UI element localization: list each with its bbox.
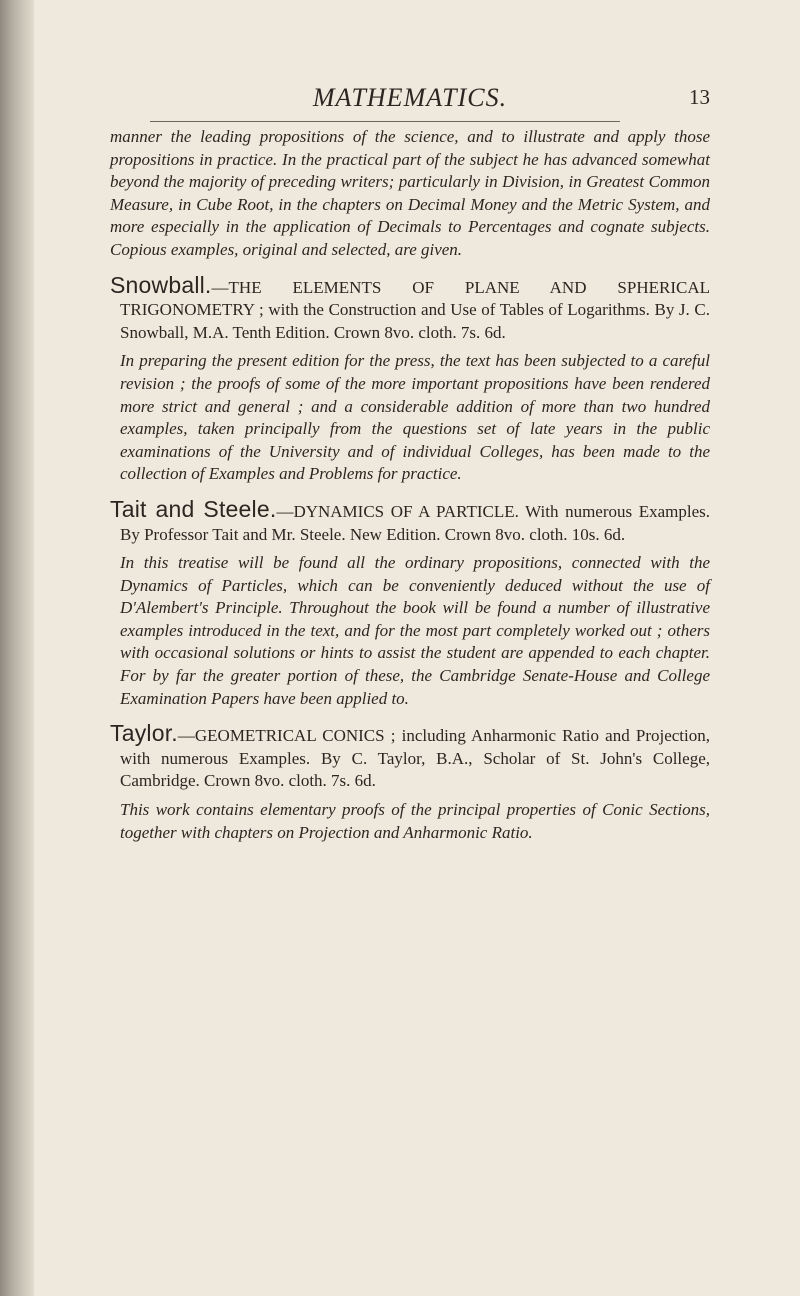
running-title: MATHEMATICS.	[312, 83, 508, 112]
entry-text	[110, 271, 710, 345]
book-page	[110, 0, 710, 1296]
entry-description: In preparing the present edition for the press, the text has been subjected to a careful revision ; the proofs of some of the more important propositions have been rendered more strict and general ; and a considerable addition of more than two hundred examples, taken principally from the questions set of late years in the public examinations of the University and of individual Colleges, has been made to the collection of Examples and Problems for practice.	[120, 351, 710, 484]
entry-author: Tait and Steele.	[110, 495, 277, 522]
catalog-entry-tait-steele	[110, 495, 710, 710]
intro-paragraph: manner the leading propositions of the science, and to illustrate and apply those propositions in practice. In the practical part of the subject he has advanced somewhat beyond the majority of preceding writers; particularly in Division, in Greatest Common Measure, in Cube Root, in the chapters on Decimal Money and the Metric System, and more especially in the application of Decimals to Percentages and cognate subjects. Copious examples, original and selected, are given.	[110, 127, 710, 259]
entry-text	[110, 722, 710, 793]
page-number: 13	[689, 85, 710, 109]
catalog-entry-snowball	[110, 271, 710, 486]
entry-details: —THE ELEMENTS OF PLANE AND SPHERICAL TRIGONOMETRY ; with the Construction and Use of Tables of Logarithms. By J. C. Snowball, M.A. Tenth Edition. Crown 8vo. cloth. 7s. 6d.	[120, 277, 710, 342]
page-content	[110, 126, 710, 844]
entry-author: Taylor.	[110, 720, 178, 747]
entry-text	[110, 495, 710, 546]
running-head	[110, 83, 710, 123]
entry-details: —DYNAMICS OF A PARTICLE. With numerous Examples. By Professor Tait and Mr. Steele. New Edition. Crown 8vo. cloth. 10s. 6d.	[120, 501, 710, 544]
entry-description: This work contains elementary proofs of the principal properties of Conic Sections, together with chapters on Projection and Anharmonic Ratio.	[120, 800, 710, 842]
catalog-entry-taylor	[110, 722, 710, 844]
header-rule	[150, 121, 620, 122]
entry-details: —GEOMETRICAL CONICS ; including Anharmonic Ratio and Projection, with numerous Examples. By C. Taylor, B.A., Scholar of St. John's College, Cambridge. Crown 8vo. cloth. 7s. 6d.	[120, 726, 710, 791]
book-binding-shadow	[0, 0, 34, 1296]
entry-description: In this treatise will be found all the ordinary propositions, connected with the Dynamics of Particles, which can be conveniently deduced without the use of D'Alembert's Principle. Throughout the book will be found a number of illustrative examples introduced in the text, and for the most part completely worked out ; others with occasional solutions or hints to assist the student are appended to each chapter. For by far the greater portion of these, the Cambridge Senate-House and College Examination Papers have been applied to.	[120, 553, 710, 708]
entry-author: Snowball.	[110, 271, 212, 298]
